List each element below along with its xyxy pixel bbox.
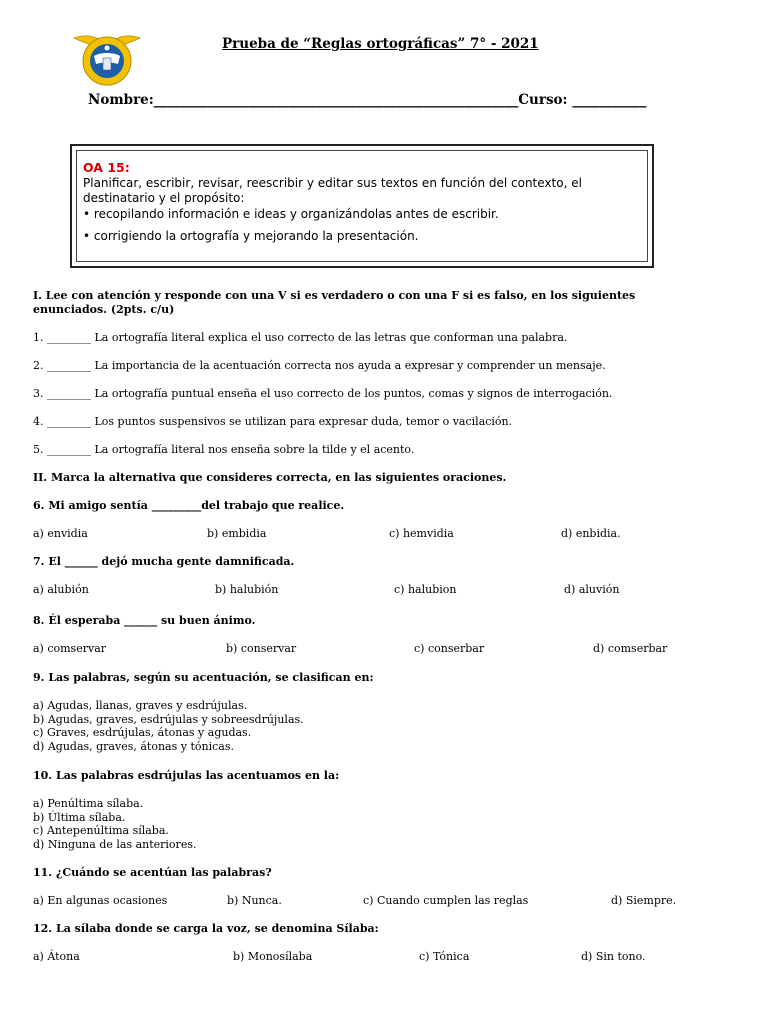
tf-item-2[interactable]: 2. ________ La importancia de la acentuación correcta nos ayuda a expresar y comprender un mensaje. [33,359,606,372]
q9-option-a[interactable]: a) Agudas, llanas, graves y esdrújulas. [33,699,248,712]
q6-option-c[interactable]: c) hemvidia [389,527,454,540]
q7-option-d[interactable]: d) aluvión [564,583,620,596]
q11-option-d[interactable]: d) Siempre. [611,894,677,907]
q10-options [33,797,196,851]
curso-field[interactable]: ___________ [572,92,647,108]
section-2-instruction: II. Marca la alternativa que consideres correcta, en las siguientes oraciones. [33,471,507,484]
objective-bullet-1: • recopilando información e ideas y organizándolas antes de escribir. [83,206,499,221]
q9-option-b[interactable]: b) Agudas, graves, esdrújulas y sobreesdrújulas. [33,712,304,726]
q6-option-b[interactable]: b) embidia [207,527,267,540]
q9-option-d[interactable]: d) Agudas, graves, átonas y tónicas. [33,739,234,753]
q8-option-b[interactable]: b) conservar [226,642,297,655]
tf-item-1[interactable]: 1. ________ La ortografía literal explica el uso correcto de las letras que conforman una palabra. [33,331,568,344]
q12-option-c[interactable]: c) Tónica [419,950,470,963]
school-emblem-icon [72,28,142,88]
objective-line: Planificar, escribir, revisar, reescribir y editar sus textos en función del contexto, el destinatario y el propósito: [83,175,582,205]
q6-option-d[interactable]: d) enbidia. [561,527,621,540]
objective-box [70,144,654,268]
q9-option-c[interactable]: c) Graves, esdrújulas, átonas y agudas. [33,726,252,739]
page-title: Prueba de “Reglas ortográficas” 7° - 2021 [222,36,539,52]
question-8: 8. Él esperaba ______ su buen ánimo. [33,614,256,627]
objective-title: OA 15: [83,160,130,175]
nombre-field[interactable]: ______________________________________________________ [153,92,519,108]
q10-option-d[interactable]: d) Ninguna de las anteriores. [33,837,197,851]
tf-item-4[interactable]: 4. ________ Los puntos suspensivos se utilizan para expresar duda, temor o vacilación. [33,415,513,428]
question-11: 11. ¿Cuándo se acentúan las palabras? [33,866,272,879]
question-10: 10. Las palabras esdrújulas las acentuamos en la: [33,769,340,782]
q9-options [33,699,304,753]
q12-option-d[interactable]: d) Sin tono. [581,950,646,963]
objective-box-inner [76,150,648,262]
q10-option-b[interactable]: b) Última sílaba. [33,810,126,824]
objective-bullet-2: • corrigiendo la ortografía y mejorando la presentación. [83,229,419,243]
q12-option-b[interactable]: b) Monosílaba [233,950,313,963]
name-course-row [88,92,646,108]
question-12: 12. La sílaba donde se carga la voz, se denomina Sílaba: [33,922,379,935]
curso-label: Curso: [518,92,568,108]
q10-option-c[interactable]: c) Antepenúltima sílaba. [33,824,169,837]
q12-option-a[interactable]: a) Átona [33,950,80,963]
question-9: 9. Las palabras, según su acentuación, se clasifican en: [33,671,374,684]
q11-option-c[interactable]: c) Cuando cumplen las reglas [363,894,529,907]
q11-option-b[interactable]: b) Nunca. [227,894,282,907]
q7-option-b[interactable]: b) halubión [215,583,279,596]
q11-option-a[interactable]: a) En algunas ocasiones [33,894,168,907]
objective-text [83,160,641,245]
q10-option-a[interactable]: a) Penúltima sílaba. [33,797,144,810]
question-7: 7. El ______ dejó mucha gente damnificada. [33,555,295,568]
nombre-label: Nombre: [88,92,154,108]
q7-option-c[interactable]: c) halubion [394,583,457,596]
tf-item-5[interactable]: 5. ________ La ortografía literal nos enseña sobre la tilde y el acento. [33,443,415,456]
q6-option-a[interactable]: a) envidia [33,527,88,540]
q8-option-a[interactable]: a) comservar [33,642,107,655]
question-6: 6. Mi amigo sentía _________del trabajo que realice. [33,499,345,512]
tf-item-3[interactable]: 3. ________ La ortografía puntual enseña el uso correcto de los puntos, comas y signos de interrogación. [33,387,613,400]
q7-option-a[interactable]: a) alubión [33,583,89,596]
section-1-instruction: I. Lee con atención y responde con una V si es verdadero o con una F si es falso, en los siguientes enunciados. (2pts. c/u) [33,289,636,316]
q8-option-c[interactable]: c) conserbar [414,642,485,655]
q8-option-d[interactable]: d) comserbar [593,642,668,655]
